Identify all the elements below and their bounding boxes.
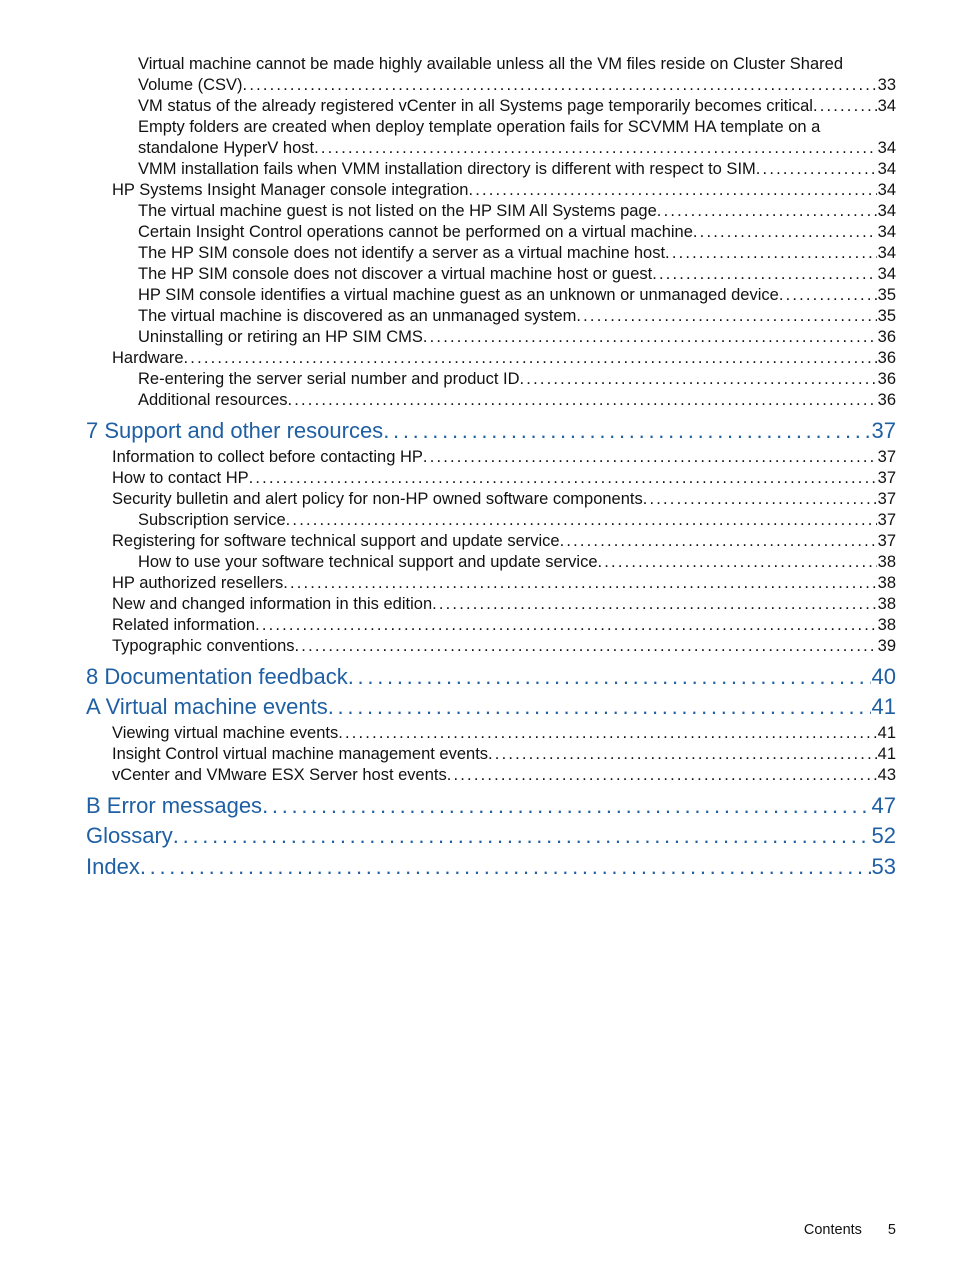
toc-entry-title: Viewing virtual machine events	[112, 723, 339, 742]
toc-entry[interactable]	[138, 285, 896, 306]
toc-chapter[interactable]	[86, 791, 896, 822]
toc-page-number: 36	[877, 370, 896, 388]
toc-entry[interactable]	[138, 222, 896, 243]
leader-dots	[255, 615, 877, 636]
toc-entry[interactable]	[138, 96, 896, 117]
toc-entry[interactable]	[138, 552, 896, 573]
toc-entry[interactable]	[112, 744, 896, 765]
leader-dots	[348, 662, 871, 693]
leader-dots	[560, 531, 877, 552]
toc-page-number: 34	[877, 244, 896, 262]
toc-page-number: 36	[877, 391, 896, 409]
page-footer	[804, 1222, 896, 1238]
leader-dots	[432, 594, 877, 615]
toc-entry[interactable]	[138, 327, 896, 348]
toc-chapter-title: 8 Documentation feedback	[86, 663, 348, 689]
toc-page-number: 34	[877, 139, 896, 157]
toc-page-number: 53	[871, 853, 896, 879]
toc-entry[interactable]	[138, 201, 896, 222]
toc-page-number: 34	[877, 223, 896, 241]
toc-entry[interactable]	[138, 306, 896, 327]
toc-page-number: 41	[877, 744, 896, 763]
toc-entry-title: New and changed information in this edition	[112, 594, 433, 613]
leader-dots	[288, 390, 877, 411]
toc-page-number: 41	[871, 694, 896, 719]
toc-page-number: 38	[877, 552, 896, 571]
toc-entry-title: VMM installation fails when VMM installation directory is different with respect to SIM	[138, 160, 756, 178]
toc-page-number: 37	[877, 510, 896, 529]
toc-entry-title: Additional resources	[138, 391, 288, 409]
leader-dots	[184, 348, 877, 369]
toc-page-number: 38	[877, 615, 896, 634]
toc-entry-title: Hardware	[112, 349, 184, 367]
toc-page-number: 38	[877, 594, 896, 613]
toc-page-number: 35	[877, 286, 896, 304]
leader-dots	[576, 306, 876, 327]
toc-entry-title: Typographic conventions	[112, 636, 295, 655]
toc-chapter[interactable]	[86, 852, 896, 883]
leader-dots	[643, 489, 877, 510]
toc-entry[interactable]	[138, 243, 896, 264]
toc-entry-title: How to contact HP	[112, 468, 249, 487]
toc-entry-title: standalone HyperV host	[138, 139, 315, 157]
toc-entry-title: The HP SIM console does not discover a virtual machine host or guest	[138, 265, 653, 283]
toc-page-number: 37	[877, 468, 896, 487]
toc-entry-title-line1: Empty folders are created when deploy template operation fails for SCVMM HA template on a	[138, 118, 821, 136]
toc-entry[interactable]	[112, 447, 896, 468]
toc-page-number: 34	[877, 181, 896, 199]
toc-page-number: 33	[877, 76, 896, 94]
toc-page-number: 43	[877, 765, 896, 784]
toc-entry-title: Insight Control virtual machine management events	[112, 744, 489, 763]
toc-entry[interactable]	[138, 54, 896, 96]
toc-entry[interactable]	[112, 615, 896, 636]
toc-entry-title: Re-entering the server serial number and product ID	[138, 370, 520, 388]
toc-chapter[interactable]	[86, 416, 896, 447]
leader-dots	[657, 201, 877, 222]
toc-entry-title: The HP SIM console does not identify a server as a virtual machine host	[138, 244, 666, 262]
leader-dots	[447, 765, 877, 786]
leader-dots	[295, 636, 877, 657]
toc-page-number: 41	[877, 723, 896, 742]
toc-entry[interactable]	[112, 489, 896, 510]
toc-entry[interactable]	[112, 348, 896, 369]
toc-entry-title-line1: Virtual machine cannot be made highly available unless all the VM files reside on Cluster Shared	[138, 55, 844, 73]
table-of-contents	[0, 54, 954, 882]
leader-dots	[262, 791, 870, 822]
toc-entry-title: HP SIM console identifies a virtual machine guest as an unknown or unmanaged device	[138, 286, 779, 304]
toc-entry-title: VM status of the already registered vCenter in all Systems page temporarily becomes critical	[138, 97, 813, 115]
toc-page-number: 36	[877, 328, 896, 346]
toc-page-number: 37	[877, 531, 896, 550]
leader-dots	[665, 243, 877, 264]
toc-page-number: 35	[877, 307, 896, 325]
toc-page-number: 38	[877, 573, 896, 592]
leader-dots	[468, 180, 876, 201]
toc-page-number: 39	[877, 636, 896, 655]
toc-page-number: 52	[871, 823, 896, 848]
leader-dots	[423, 447, 877, 468]
leader-dots	[140, 852, 871, 883]
toc-page-number: 34	[877, 202, 896, 220]
toc-entry[interactable]	[138, 117, 896, 159]
leader-dots	[693, 222, 877, 243]
toc-page-number: 34	[877, 265, 896, 283]
leader-dots	[249, 468, 877, 489]
toc-entry-title: HP authorized resellers	[112, 573, 284, 592]
toc-page-number: 47	[871, 792, 896, 818]
toc-chapter[interactable]	[86, 662, 896, 693]
toc-chapter-title: Index	[86, 853, 140, 879]
toc-entry-title: Registering for software technical support and update service	[112, 531, 560, 550]
leader-dots	[383, 416, 870, 447]
leader-dots	[283, 573, 876, 594]
toc-chapter-title: 7 Support and other resources	[86, 418, 384, 443]
leader-dots	[756, 159, 877, 180]
toc-page-number: 36	[877, 349, 896, 367]
leader-dots	[338, 723, 876, 744]
leader-dots	[488, 744, 877, 765]
toc-entry[interactable]	[112, 573, 896, 594]
toc-entry[interactable]	[138, 159, 896, 180]
leader-dots	[173, 821, 871, 852]
toc-entry-title: How to use your software technical support and update service	[138, 552, 598, 571]
footer-page-number: 5	[887, 1222, 896, 1238]
leader-dots	[598, 552, 877, 573]
toc-entry[interactable]	[112, 531, 896, 552]
footer-section-label: Contents	[803, 1222, 862, 1238]
toc-entry[interactable]	[112, 468, 896, 489]
toc-chapter-title: Glossary	[86, 823, 173, 848]
toc-entry-title: Related information	[112, 615, 256, 634]
toc-entry-title: Information to collect before contacting HP	[112, 447, 423, 466]
toc-page-number: 37	[871, 418, 896, 443]
toc-entry-title: Certain Insight Control operations cannot be performed on a virtual machine	[138, 223, 693, 241]
toc-entry[interactable]	[112, 636, 896, 657]
toc-page-number: 37	[877, 447, 896, 466]
toc-page-number: 40	[871, 663, 896, 689]
leader-dots	[328, 692, 871, 723]
toc-page-number: 34	[877, 160, 896, 178]
toc-entry-title: The virtual machine guest is not listed on the HP SIM All Systems page	[138, 202, 657, 220]
leader-dots	[520, 369, 877, 390]
leader-dots	[423, 327, 877, 348]
leader-dots	[779, 285, 877, 306]
toc-entry-title: Uninstalling or retiring an HP SIM CMS	[138, 328, 423, 346]
toc-entry-title: Subscription service	[138, 510, 286, 529]
toc-chapter[interactable]	[86, 692, 896, 723]
toc-entry[interactable]	[112, 723, 896, 744]
leader-dots	[286, 510, 877, 531]
toc-page-number: 37	[877, 489, 896, 508]
toc-chapter[interactable]	[86, 821, 896, 852]
toc-entry-title: The virtual machine is discovered as an unmanaged system	[138, 307, 577, 325]
toc-entry[interactable]	[138, 390, 896, 411]
leader-dots	[813, 96, 877, 117]
toc-entry-title: Security bulletin and alert policy for non-HP owned software components	[112, 489, 643, 508]
toc-entry[interactable]	[138, 510, 896, 531]
toc-entry-title: HP Systems Insight Manager console integration	[112, 181, 469, 199]
leader-dots	[652, 264, 876, 285]
toc-entry-title: vCenter and VMware ESX Server host events	[112, 765, 447, 784]
toc-page-number: 34	[877, 97, 896, 115]
toc-entry[interactable]	[112, 180, 896, 201]
leader-dots	[314, 138, 877, 159]
toc-entry[interactable]	[112, 765, 896, 786]
toc-entry[interactable]	[112, 594, 896, 615]
toc-chapter-title: A Virtual machine events	[86, 694, 328, 719]
toc-entry-title: Volume (CSV)	[138, 76, 243, 94]
toc-chapter-title: B Error messages	[86, 792, 263, 818]
leader-dots	[243, 75, 877, 96]
toc-entry[interactable]	[138, 369, 896, 390]
toc-entry[interactable]	[138, 264, 896, 285]
